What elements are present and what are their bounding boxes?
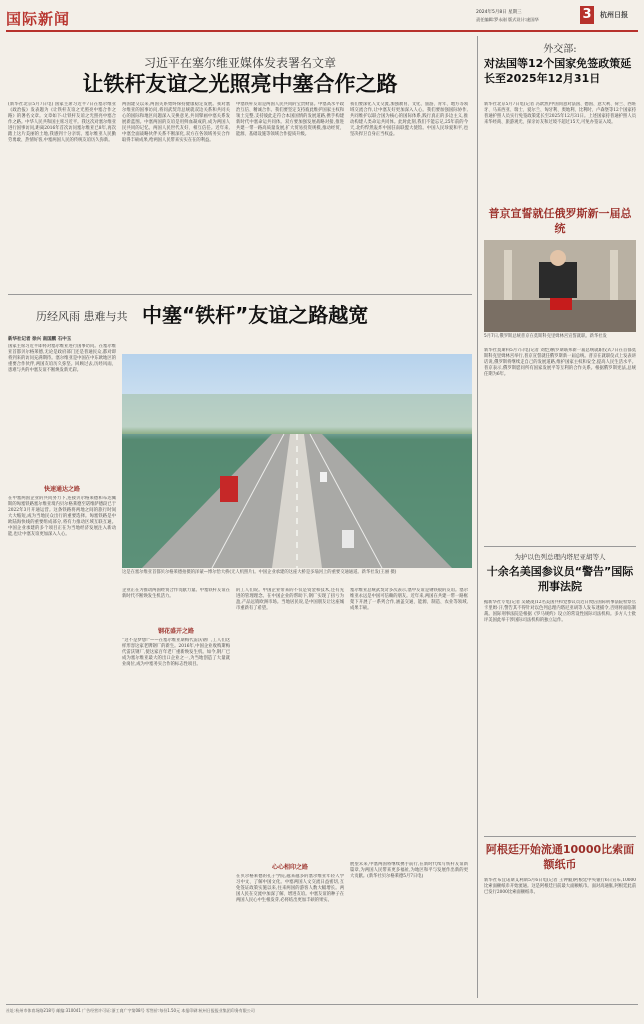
right-body-4: 新华社布宜诺斯艾利斯5月6日电(记者 王钟毅)阿根廷中央银行6日宣布,10000比索面额纸币开始流通。这是阿根廷目前最大面额纸币。面对高通胀,阿根廷此前已发行2000比索面额纸币。 (484, 878, 636, 895)
lead-col-4: 我们要深化人文交流,加强教育、文化、旅游、青年、地方等领域交流合作,让中塞友好更加深入人心。我们要加强国际协作,共同维护以联合国为核心的国际体系,践行真正的多边主义,推动构建人类命运共同体。此时此刻,我们不能忘记,25年前的今天,北约悍然轰炸中国驻南联盟大使馆。中国人民珍爱和平,也坚决捍卫自身正当权益。 (350, 102, 468, 137)
photo-caption: 这是在塞尔维亚首都贝尔格莱德拍摄的泽蒙—博尔恰大桥(无人机照片)。中国企业承建的这座大桥是多瑙河上的重要交通通道。新华社发(王丽 摄) (122, 570, 397, 575)
page-number: 3 (580, 6, 594, 24)
lead-headline: 让铁杆友谊之光照亮中塞合作之路 (82, 72, 398, 96)
right-column-divider (477, 36, 478, 998)
bridge-illustration (122, 354, 472, 568)
feature-kicker: 历经风雨 患难与共 (36, 310, 128, 323)
right-headline-4: 阿根廷开始流通10000比索面额纸币 (485, 843, 635, 871)
editor-line: 责任编辑:罗永刚 版式设计:庞国华 (476, 17, 539, 22)
masthead-rule (6, 30, 638, 32)
feature-col-3: 的工人们说。中国企业带来的不仅是资金和技术,还有先进的管理理念。在中国企业的帮助下,钢厂实现了扭亏为盈,产品远销欧洲市场。当地居民说,是中国朋友让这座城市重新有了希望。 (236, 588, 344, 611)
feature-col-4a: 塞尔维亚总统武契奇多次表示,塞中友谊是钢铁般的友谊。塞尔维亚永远是中国可信赖的朋友。近年来,两国在共建一带一路框架下开展了一系列合作,涵盖交通、能源、制造、农业等领域,成果丰硕。 (350, 588, 468, 611)
feature-col-2: 企业正在为推动两国经贸合作贡献力量。中塞铁杆友谊在新时代不断焕发生机活力。 (122, 588, 230, 599)
feature-col-1a: 国家主席习近平即将对塞尔维亚进行国事访问。在塞尔维亚首都贝尔格莱德,无论是政府部门还是普通民众,都对即将到来的访问充满期待。塞尔维亚是中国在中东欧地区的重要合作伙伴,两国友谊历久弥坚。回顾过去,历经风雨、患难与共的中塞友谊不断焕发新光彩。 (8, 344, 116, 373)
right-body-2: 新华社莫斯科5月7日电(记者 刘恺)俄罗斯联邦新一届总统就职仪式7日在首都莫斯科克里姆林宫举行,普京宣誓就任俄罗斯新一届总统。普京在就职仪式上发表讲话说,俄罗斯将继续走自己的发展道路,维护国家主权和安全,提高人民生活水平。普京表示,俄罗斯愿同所有国家发展平等互利的合作关系。根据俄罗斯宪法,总统任期为6年。 (484, 348, 636, 377)
bridge-photo (122, 354, 472, 568)
footer-rule (6, 1004, 638, 1005)
lead-col-3: 中塞铁杆友谊是两国人民共同的宝贵财富。中塞高水平政治互信、精诚合作。我们要坚定支持彼此维护国家主权和领土完整,支持彼此走符合本国国情的发展道路,携手构建新时代中塞命运共同体。双方要加强发展战略对接,推进共建一带一路高质量发展,扩大贸易投资规模,推动经贸、能源、基础设施等领域合作提质升级。 (236, 102, 344, 137)
right-body-3: 据新华社专电(记者 吴晓凌)12名美国共和党参议员近日致信国际刑事法院检察官卡里姆·汗,警告其不得针对以色列总理内塔尼亚胡等人发布逮捕令,否则将面临制裁。国际刑事法院是根据《罗马规约》设立的常设性国际司法机构。多方人士批评美国此举干涉国际司法机构的独立运作。 (484, 600, 636, 623)
lead-divider (8, 294, 472, 295)
right-kicker-1: 外交部: (543, 44, 577, 55)
right-headline-2: 普京宣誓就任俄罗斯新一届总统 (488, 207, 632, 235)
right-photo-caption: 5月7日,俄罗斯总统普京在莫斯科克里姆林宫宣誓就职。新华社发 (484, 334, 607, 339)
lead-kicker: 习近平在塞尔维亚媒体发表署名文章 (143, 56, 336, 70)
feature-headline: 中塞“铁杆”友谊之路越宽 (142, 303, 369, 327)
right-divider-1 (484, 546, 636, 547)
feature-col-1b: 在中塞两国企业的共同努力下,连接贝尔格莱德和布达佩斯的匈塞铁路塞尔维亚境内贝尔格莱德至诺维萨德段已于2022年3月开通运营。这条铁路将两地之间的旅行时间大大缩短,成为当地民众出行的重要选择。匈塞铁路是中欧陆海快线的重要组成部分,将有力推动区域互联互通。中国企业承建的多个项目正在为当地经济发展注入新动能,也让中塞友谊更加深入人心。 (8, 496, 116, 537)
masthead (6, 6, 638, 30)
feature-subhead-3: 心心相印之路 (271, 864, 308, 871)
masthead-logo: 杭州日报 (600, 10, 628, 19)
feature-col-4b: 展望未来,中塞两国将继续携手前行,在新时代续写铁杆友谊新篇章,为两国人民带来更多福祉,为地区和平与发展作出新的更大贡献。(新华社贝尔格莱德5月7日电) (350, 862, 468, 879)
putin-photo (484, 240, 636, 332)
ceremony-illustration (484, 240, 636, 332)
right-kicker-3: 为护以色列总理内塔尼亚胡等人 (514, 553, 606, 561)
feature-col-2b: “这不是梦想!”——在塞尔维亚斯梅代雷沃钢厂,工人们这样形容这家老牌钢厂的新生。2016年,中国企业收购斯梅代雷沃钢厂,使这家百年老厂重新焕发生机。如今,钢厂已成为塞尔维亚最大的出口企业之一,为当地创造了大量就业岗位,成为中塞务实合作的标志性项目。 (122, 638, 230, 667)
lead-col-2: 两国建交以来,两国关系始终保持健康稳定发展。我对塞尔维亚的国事访问,将同武契奇总统就双边关系和共同关心的国际和地区问题深入交换意见,共同擘画中塞关系发展新蓝图。中塞两国的友谊是用鲜血凝成的,成为两国人民共同的记忆。两国人民世代友好、相互信任。近年来,中塞全面战略伙伴关系不断深化,双方在各领域务实合作取得丰硕成果,给两国人民带来实实在在的利益。 (122, 102, 230, 143)
feature-col-3b: 在贝尔格莱德的孔子学院,越来越多的塞尔维亚年轻人学习中文、了解中国文化。中塞两国人文交流日益密切,互免签证政策实施以来,往来两国的游客人数大幅增长。两国人民在交流中加深了解、增进友谊。中塞友谊的种子在两国人民心中生根发芽,必将结出更加丰硕的果实。 (236, 874, 344, 903)
right-divider-2 (484, 836, 636, 837)
section-title: 国际新闻 (6, 10, 71, 28)
date-line: 2024年5月8日 星期三 (476, 10, 522, 15)
feature-subhead-2: 钢花盛开之路 (157, 628, 194, 635)
right-headline-3: 十余名美国参议员“警告”国际刑事法院 (486, 565, 634, 593)
right-headline-1: 对法国等12个国家免签政策延长至2025年12月31日 (484, 57, 632, 85)
footer-text: 社址:杭州市体育场路218号 邮编:310041 广告经营许可证:浙工商广字第08号 零售价:每份1.50元 本报印刷:杭州日报报业集团印务有限公司 (6, 1008, 255, 1013)
lead-col-1: (新华社北京5月7日电) 国家主席习近平7日在塞尔维亚《政治报》发表题为《让铁杆友谊之光照亮中塞合作之路》的署名文章。文章如下:让铁杆友谊之光照亮中塞合作之路。中华人民共和国主席习近平。我这次对塞尔维亚进行国事访问,距离2016年首次访问塞尔维亚已8年,再次踏上这片美丽的土地,我感到十分亲切。塞尔维亚人民勤劳勇敢、热情好客,中塞两国人民的传统友谊历久弥新。 (8, 102, 116, 143)
right-body-1: 新华社北京5月7日电(记者 冯歆然)中国同意对法国、德国、意大利、荷兰、西班牙、马来西亚、瑞士、爱尔兰、匈牙利、奥地利、比利时、卢森堡等12个国家持普通护照人员实行免签政策延长至2025年12月31日。上述国家持普通护照人员来华经商、旅游观光、探亲访友和过境不超过15天,可免办签证入境。 (484, 102, 636, 125)
feature-byline: 新华社记者 徐兴 南国鹏 石中玉 (8, 337, 72, 342)
feature-subhead-1: 快速通达之路 (43, 486, 80, 493)
